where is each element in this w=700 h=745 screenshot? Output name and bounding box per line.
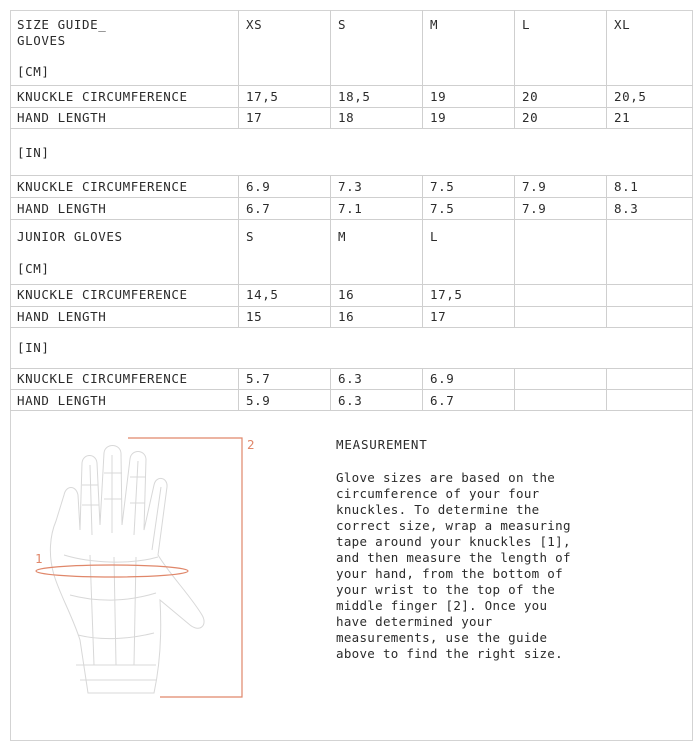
col-divider	[422, 175, 423, 284]
col-divider	[330, 175, 331, 284]
row-divider	[10, 368, 693, 369]
col-divider	[330, 10, 331, 85]
unit-label-cm: [CM]	[17, 64, 50, 79]
row-label: KNUCKLE CIRCUMFERENCE	[17, 89, 188, 104]
table-cell: 14,5	[246, 287, 279, 302]
row-label: HAND LENGTH	[17, 393, 107, 408]
junior-title: JUNIOR GLOVES	[17, 229, 123, 244]
row-divider	[10, 389, 693, 390]
table-cell: 7.9	[522, 201, 547, 216]
table-cell: 21	[614, 110, 631, 125]
col-divider	[422, 284, 423, 327]
measurement-description: Glove sizes are based on the circumference of your four knuckles. To determine the correct size, wrap a measuring tape around your knuckles [1], and then measure the length of your hand, from the bottom of your wrist to the top of the middle finger [2]. Once you have determined your measurements, use the guide above to find the right size.	[336, 470, 571, 661]
col-divider	[606, 175, 607, 284]
unit-label-in: [IN]	[17, 145, 50, 160]
row-divider	[10, 306, 693, 307]
measurement-title: MEASUREMENT	[336, 437, 428, 452]
table-cell: 8.3	[614, 201, 639, 216]
table-cell: 6.9	[246, 179, 271, 194]
unit-label-cm: [CM]	[17, 261, 50, 276]
col-divider	[422, 368, 423, 410]
table-cell: 5.9	[246, 393, 271, 408]
col-divider	[330, 368, 331, 410]
knuckle-tape-line	[36, 565, 188, 577]
unit-label-in: [IN]	[17, 340, 50, 355]
col-divider	[514, 284, 515, 327]
table-cell: 6.9	[430, 371, 455, 386]
table-cell: 6.7	[430, 393, 455, 408]
col-divider	[422, 85, 423, 128]
col-divider	[238, 284, 239, 327]
table-cell: 15	[246, 309, 263, 324]
size-header: M	[430, 17, 439, 32]
col-divider	[606, 368, 607, 410]
col-divider	[238, 10, 239, 85]
table-cell: 17	[246, 110, 263, 125]
col-divider	[606, 10, 607, 85]
col-divider	[238, 85, 239, 128]
row-label: HAND LENGTH	[17, 110, 107, 125]
table-cell: 7.3	[338, 179, 363, 194]
table-cell: 6.3	[338, 393, 363, 408]
table-cell: 20,5	[614, 89, 647, 104]
table-cell: 6.7	[246, 201, 271, 216]
row-divider	[10, 219, 693, 220]
col-divider	[330, 284, 331, 327]
size-header: S	[246, 229, 255, 244]
table-cell: 7.5	[430, 201, 455, 216]
row-divider	[10, 284, 693, 285]
row-label: HAND LENGTH	[17, 309, 107, 324]
guide-subtitle: GLOVES	[17, 33, 66, 48]
row-divider	[10, 327, 693, 328]
col-divider	[514, 85, 515, 128]
table-cell: 19	[430, 89, 447, 104]
size-header: S	[338, 17, 347, 32]
row-divider	[10, 175, 693, 176]
row-label: KNUCKLE CIRCUMFERENCE	[17, 371, 188, 386]
size-header: L	[430, 229, 439, 244]
table-cell: 8.1	[614, 179, 639, 194]
table-cell: 5.7	[246, 371, 271, 386]
row-divider	[10, 107, 693, 108]
marker-1: 1	[35, 551, 44, 566]
row-divider	[10, 197, 693, 198]
table-cell: 16	[338, 309, 355, 324]
guide-title: SIZE GUIDE_	[17, 17, 107, 32]
row-divider	[10, 128, 693, 129]
col-divider	[330, 85, 331, 128]
size-header: XS	[246, 17, 263, 32]
table-cell: 7.9	[522, 179, 547, 194]
table-cell: 20	[522, 89, 539, 104]
table-cell: 6.3	[338, 371, 363, 386]
col-divider	[238, 175, 239, 284]
table-cell: 7.1	[338, 201, 363, 216]
row-divider	[10, 410, 693, 411]
table-cell: 19	[430, 110, 447, 125]
table-cell: 7.5	[430, 179, 455, 194]
row-label: KNUCKLE CIRCUMFERENCE	[17, 179, 188, 194]
table-cell: 16	[338, 287, 355, 302]
row-label: KNUCKLE CIRCUMFERENCE	[17, 287, 188, 302]
table-cell: 18	[338, 110, 355, 125]
row-divider	[10, 85, 693, 86]
glove-illustration	[30, 425, 260, 715]
size-header: XL	[614, 17, 631, 32]
size-header: M	[338, 229, 347, 244]
table-cell: 17,5	[246, 89, 279, 104]
col-divider	[422, 10, 423, 85]
table-cell: 17,5	[430, 287, 463, 302]
table-cell: 18,5	[338, 89, 371, 104]
col-divider	[514, 368, 515, 410]
col-divider	[514, 175, 515, 284]
col-divider	[238, 368, 239, 410]
size-header: L	[522, 17, 531, 32]
marker-2: 2	[247, 437, 256, 452]
table-cell: 20	[522, 110, 539, 125]
col-divider	[606, 284, 607, 327]
col-divider	[514, 10, 515, 85]
table-cell: 17	[430, 309, 447, 324]
col-divider	[606, 85, 607, 128]
row-label: HAND LENGTH	[17, 201, 107, 216]
